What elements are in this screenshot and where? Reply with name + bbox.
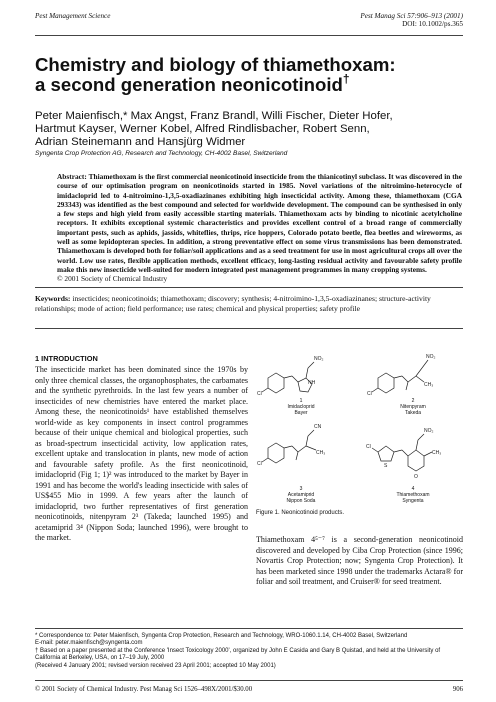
page-footer (35, 686, 463, 693)
neonicotinoid-structures-figure (256, 348, 466, 508)
abstract-copyright: © 2001 Society of Chemical Industry (57, 274, 168, 284)
atom-no2-2: NO₂ (426, 354, 436, 360)
journal-name: Pest Management Science (35, 12, 111, 20)
author-list (35, 110, 465, 149)
section-heading: 1 INTRODUCTION (35, 354, 98, 363)
footnote-based-on: † Based on a paper presented at the Conference 'Insect Toxicology 2000', organized by John E Casida and Gary B Quistad, and held at the University of California at Berkeley, USA, on 17–19 July, 2000 (35, 647, 441, 662)
authors-line-3: Adrian Steinemann and Hansjürg Widmer (35, 136, 246, 148)
abstract (57, 172, 462, 284)
footnote-email[interactable]: E-mail: peter.maienfisch@syngenta.com (35, 640, 143, 647)
authors-line-1: Peter Maienfisch,* Max Angst, Franz Brandl, Willi Fischer, Dieter Hofer, (35, 110, 393, 122)
title-line-2: a second generation neonicotinoid† (35, 72, 350, 95)
atom-cn-3: CN (314, 424, 322, 430)
keywords-label: Keywords: (35, 294, 71, 303)
keywords-text: insecticides; neonicotinoids; thiamethoxam; discovery; synthesis; 4-nitroimino-1,3,5-oxadiazinanes; structure-activity relationships; mode of action; field performance; use rates; chemical and physical properties; safety profile (35, 294, 431, 313)
atom-s-4: S (384, 463, 388, 469)
atom-cl-3: Cl (257, 461, 262, 467)
affiliation: Syngenta Crop Protection AG, Research and Technology, CH-4002 Basel, Switzerland (35, 150, 288, 157)
title-line-1: Chemistry and biology of thiamethoxam: (35, 54, 396, 75)
footnotes (35, 633, 465, 670)
keywords-rule (35, 328, 463, 329)
header-rule (35, 35, 463, 36)
atom-o-4: O (414, 474, 418, 480)
atom-no2-1: NO₂ (314, 356, 324, 362)
footnote-rule (35, 628, 463, 629)
page-number: 906 (452, 686, 463, 693)
authors-line-2: Hartmut Kayser, Werner Kobel, Alfred Rindlisbacher, Robert Senn, (35, 123, 370, 135)
keywords (35, 294, 465, 313)
figure-caption: Figure 1. Neonicotinoid products. (256, 510, 345, 516)
compound-1-label: 1 Imidacloprid Bayer (287, 398, 315, 416)
citation-block (360, 12, 463, 28)
footer-copyright: © 2001 Society of Chemical Industry. Pest Manag Sci 1526–498X/2001/$30.00 (35, 686, 253, 693)
compound-2-label: 2 Nitenpyram Takeda (400, 398, 426, 416)
footnote-received: (Received 4 January 2001; revised version received 23 April 2001; accepted 10 May 2001) (35, 662, 276, 669)
article-title (35, 55, 465, 95)
atom-no2-4: NO₂ (424, 428, 434, 434)
atom-ch3-3: CH₃ (316, 450, 326, 456)
compound-3-label: 3 Acetamiprid Nippon Soda (286, 486, 316, 504)
thiamethoxam-paragraph: Thiamethoxam 4⁵⁻⁷ is a second-generation neonicotinoid discovered and developed by Ciba Crop Protection (since 1996; Novartis Crop Protection; now; Syngenta Crop Protection). It has been marketed since 1998 under the trademarks Actara® for foliar and soil treatment, and Cruiser® for seed treatment. (256, 535, 463, 586)
atom-ch3-4: CH₃ (432, 450, 442, 456)
abstract-label: Abstract: (57, 172, 87, 181)
atom-cl-2: Cl (367, 391, 372, 397)
compound-4-label: 4 Thiamethoxam Syngenta (396, 486, 430, 504)
atom-cl-4: Cl (366, 444, 371, 450)
abstract-rule (35, 287, 463, 288)
footnote-correspondence: * Correspondence to: Peter Maienfisch, Syngenta Crop Protection, Research and Technology, WRO-1060.1.14, CH-4002 Basel, Switzerland (35, 633, 408, 639)
citation: Pest Manag Sci 57:906–913 (2001) (360, 12, 463, 20)
doi: DOI: 10.1002/ps.365 (402, 20, 463, 28)
atom-cl-1: Cl (257, 391, 262, 397)
abstract-text: Thiamethoxam is the first commercial neonicotinoid insecticide from the thianicotinyl subclass. It was discovered in the course of our optimisation program on neonicotinoids started in 1985. Novel variations of the nitroimino-heterocycle of imidacloprid led to 4-nitroimino-1,3,5-oxadiazinanes exhibiting high insecticidal activity. Among these, thiamethoxam (CGA 293343) was identified as the best compound and selected for worldwide development. The compound can be synthesised in only a few steps and high yield from easily accessible starting materials. Thiamethoxam acts by binding to nicotinic acetylcholine receptors. It exhibits exceptional systemic characteristics and provides excellent control of a broad range of commercially important pests, such as aphids, jassids, whiteflies, thrips, rice hoppers, Colorado potato beetle, flea beetles and wireworms, as well as some lepidopteran species. In addition, a strong preventative effect on some virus transmissions has been demonstrated. Thiamethoxam is developed both for foliar/soil applications and as a seed treatment for use in most agricultural crops all over the world. Low use rates, flexible application methods, excellent efficacy, long-lasting residual activity and favourable safety profile make this new insecticide well-suited for modern integrated pest management programmes in many cropping systems. (57, 172, 462, 274)
atom-ch3-2: CH₃ (424, 382, 434, 388)
intro-paragraph: The insecticide market has been dominated since the 1970s by only three chemical classes, the organophosphates, the carbamates and the synthetic pyrethroids. In the last few years a number of insecticides of new chemistries have entered the market place. Among these, the neonicotinoids¹ have established themselves world-wide as key components in insect control programmes because of their unique chemical and biological properties, such as broad-spectrum insecticidal activity, low application rates, excellent uptake and translocation in plants, new mode of action and favourable safety profile. As the first neonicotinoid, imidacloprid (Fig 1; 1)² was introduced to the market by Bayer in 1991 and has become the world's leading insecticide with sales of US$455 Mio in 1999. A few years after the launch of imidacloprid, two further representatives of first generation neonicotinoids, nitenpyram 2³ (Takeda; launched 1995) and acetamiprid 3⁴ (Nippon Soda; launched 1996), were brought to the market. (35, 365, 248, 542)
bottom-rule (35, 680, 463, 681)
atom-nh-1: NH (308, 380, 316, 386)
